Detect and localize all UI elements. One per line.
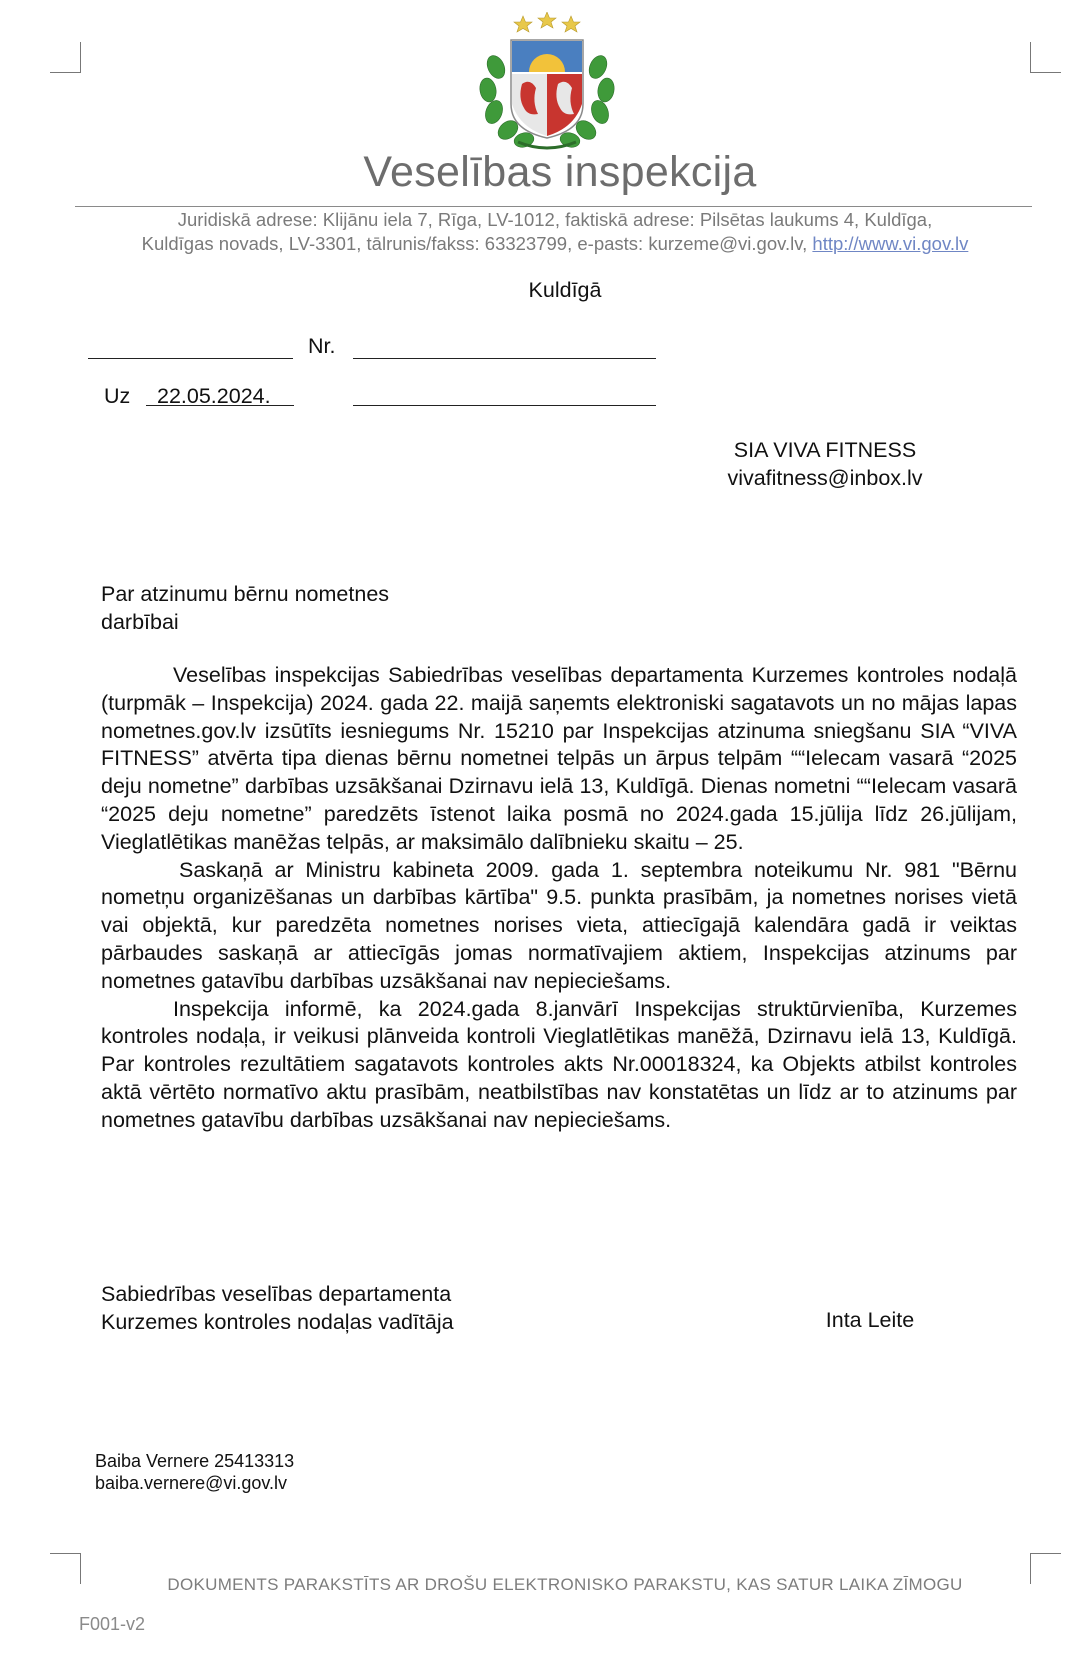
- signatory-position-line-1: Sabiedrības veselības departamenta: [101, 1282, 452, 1306]
- signatory-position-line-2: Kurzemes kontroles nodaļas vadītāja: [101, 1310, 454, 1334]
- uz-date-underline: [146, 405, 294, 406]
- contact-line-2: baiba.vernere@vi.gov.lv: [95, 1473, 288, 1493]
- recipient-name: SIA VIVA FITNESS: [733, 438, 917, 462]
- recipient-email: vivafitness@inbox.lv: [727, 466, 923, 490]
- subject-heading: [101, 580, 501, 636]
- coat-of-arms-emblem: [478, 12, 616, 154]
- uz-label: Uz: [104, 384, 131, 408]
- letter-body: [101, 662, 1017, 1135]
- shield-icon: [511, 40, 583, 138]
- electronic-signature-note: DOKUMENTS PARAKSTĪTS AR DROŠU ELEKTRONISKO PARAKSTU, KAS SATUR LAIKA ZĪMOGU: [167, 1575, 963, 1594]
- document-number-field: [353, 358, 656, 359]
- issue-place: Kuldīgā: [528, 278, 602, 302]
- contact-person: [95, 1450, 294, 1494]
- subject-line-1: Par atzinumu bērnu nometnes: [101, 582, 390, 606]
- address-line-1: Juridiskā adrese: Klijānu iela 7, Rīga, LV-1012, faktiskā adrese: Pilsētas laukums 4, Kuldīga,: [177, 209, 933, 230]
- document-date-field: [88, 358, 293, 359]
- signatory-name: Inta Leite: [825, 1308, 915, 1332]
- corner-mark-top-right: [1030, 42, 1061, 73]
- organization-name: Veselības inspekcija: [363, 148, 757, 196]
- form-code: F001-v2: [79, 1614, 146, 1634]
- stars-icon: [514, 12, 580, 32]
- uz-number-field: [353, 405, 656, 406]
- subject-line-2: darbībai: [101, 610, 179, 634]
- website-link[interactable]: http://www.vi.gov.lv: [812, 233, 969, 254]
- body-paragraph-2: Saskaņā ar Ministru kabineta 2009. gada 1. septembra noteikumu Nr. 981 "Bērnu nometņu organizēšanas un darbības kārtība" 9.5. punkta prasībām, ja nometnes norises vietā vai objektā, kur paredzēta nometnes norises vieta, attiecīgajā kalendāra gadā ir veiktas pārbaudes saskaņā ar attiecīgās jomas normatīvajiem aktiem, Inspekcijas atzinums par nometnes gatavību darbības uzsākšanai nav nepieciešams.: [101, 857, 1017, 993]
- address-line-2-text: Kuldīgas novads, LV-3301, tālrunis/fakss: 63323799, e-pasts: kurzeme@vi.gov.lv,: [141, 233, 813, 254]
- nr-label: Nr.: [308, 334, 336, 358]
- corner-mark-top-left: [50, 42, 81, 73]
- body-paragraph-3: Inspekcija informē, ka 2024.gada 8.janvārī Inspekcijas struktūrvienība, Kurzemes kontroles nodaļa, ir veikusi plānveida kontroli Vieglatlētikas manēžā, Dzirnavu ielā 13, Kuldīgā. Par kontroles rezultātiem sagatavots kontroles akts Nr.00018324, ka Objekts atbilst kontroles aktā vērtēto normatīvo aktu prasībām, neatbilstības nav konstatētas un līdz ar to atzinums par nometnes gatavību darbības uzsākšanai nav nepieciešams.: [101, 996, 1017, 1132]
- address-line-2: [70, 232, 1040, 256]
- header-divider: [75, 206, 1032, 207]
- contact-line-1: Baiba Vernere 25413313: [95, 1451, 295, 1471]
- body-paragraph-1: Veselības inspekcijas Sabiedrības veselības departamenta Kurzemes kontroles nodaļā (turpmāk – Inspekcija) 2024. gada 22. maijā saņemts elektroniski sagatavots un no mājas lapas nometnes.gov.lv izsūtīts iesniegums Nr. 15210 par Inspekcijas atzinuma sniegšanu SIA “VIVA FITNESS” atvērta tipa dienas bērnu nometnei telpās un ārpus telpām ““Ielecam vasarā “2025 deju nometne” darbības uzsākšanai Dzirnavu ielā 13, Kuldīgā. Dienas nometni ““Ielecam vasarā “2025 deju nometne” paredzēts īstenot laika posmā no 2024.gada 15.jūlija līdz 26.jūlijam, Vieglatlētikas manēžas telpās, ar maksimālo dalībnieku skaitu – 25.: [101, 663, 1017, 854]
- signatory-position: [101, 1280, 454, 1336]
- uz-date-value: 22.05.2024.: [157, 384, 271, 408]
